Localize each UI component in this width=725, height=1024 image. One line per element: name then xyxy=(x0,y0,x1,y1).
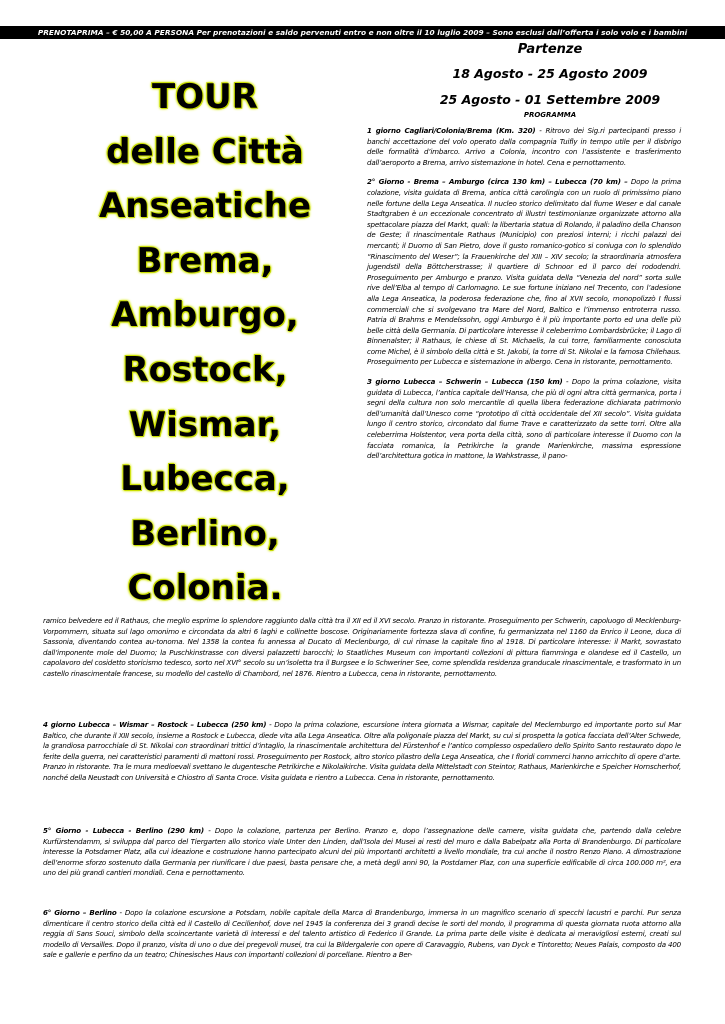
day-2-paragraph xyxy=(367,177,681,368)
tour-title-line: Wismar, xyxy=(128,404,282,445)
day-3-continuation: ramico belvedere ed il Rathaus, che meglio esprime lo splendore raggiunto dalla città tra il XII ed il XVI secolo. Pranzo in ristorante. Proseguimento per Schwerin, capoluogo di Mecklenburg-Vorpommern, situata sul lago omonimo e circondata da altri 6 laghi e collinette boscose. Originariamente fortezza slava di confine, fu germanizzata nel 1160 da Enrico il Leone, duca di Sassonia, diventando contea au-tonoma. Nel 1358 la contea fu annessa al Ducato di Meclenburgo, di cui rimase la capitale fino al 1918. Di particolare interesse: il Markt, sovrastato dall’imponente mole del Duomo; la Puschkinstrasse con diversi palazzetti barocchi; lo Staatliches Museum con importanti collezioni di pittura fiamminga e olandese ed il Castello, un capolavoro del cosidetto storicismo tedesco, sorto nel XVI° secolo su un’isoletta tra il Burgsee e lo Schweriner See, come splendida residenza granducale rinascimentale, e trasformato in un castello rinascimentale francese, su modello del castello di Chambord, nel 1876. Rientro a Lubecca, cena in ristorante, pernottamento. xyxy=(43,616,681,678)
tour-title-line: Amburgo, xyxy=(111,295,299,336)
day-6-text: - Dopo la colazione escursione a Potsdam, nobile capitale della Marca di Brandenburgo, immersa in un magnifico scenario di specchi lacustri e parchi. Pur senza dimenticare il centro storico della città ed il Castello di Cecilienhof, dove nel 1945 la conferenza dei 3 grandi decise le sorti del mondo, il programma di questa giornata ruota attorno alla reggia di Sans Souci, simbolo della scoincertante varietà di interessi e del talento artistico di Federico il Grande. La prima parte delle visite è dedicata ai meravigliosi esterni, creati sul modello di Versailles. Dopo il pranzo, visita di uno o due dei pregevoli musei, tra cui la Bildergalerie con opere di Caravaggio, Rubens, van Dyck e Tintoretto; Neues Palais, composto da 400 sale e gallerie e perfino da un teatro; Chinesisches Haus con importanti collezioni di porcellane. Rientro a Ber- xyxy=(43,908,681,960)
program-right-column xyxy=(367,126,681,471)
tour-title-line: Brema, xyxy=(136,240,274,281)
day-1-heading: 1 giorno Cagliari/Colonia/Brema (Km. 320) xyxy=(367,126,536,135)
day-4-paragraph xyxy=(43,720,681,784)
tour-title-line: Berlino, xyxy=(130,513,280,554)
tour-title xyxy=(60,70,350,616)
day-3-paragraph xyxy=(367,377,681,462)
day-1-text: - Ritrovo dei Sig.ri partecipanti presso i banchi accettazione del volo operato dalla compagnia Tuifly in tempo utile per il disbrigo delle formalità d’imbarco. Arrivo a Colonia, incontro con l’assistente e trasferimento dall’aeroporto a Brema, arrivo sistemazione in hotel. Cena e pernottamento. xyxy=(367,126,682,167)
day-5-text: - Dopo la colazione, partenza per Berlino. Pranzo e, dopo l’assegnazione delle camere, visita guidata che, partendo dalla celebre Kurfürstendamm, si sviluppa dal parco del Tiergarten allo storico viale Unter den Linden, dall’Isola dei Musei ai resti del muro e dalla Babelpatz alla Porta di Brandenburgo. Di particolare interesse la Potsdamer Platz, alla cui ideazione e costruzione hanno partecipato alcuni dei più importanti architetti a livello mondiale, tra cui anche il nostro Renzo Piano. A dimostrazione dell’enorme sforzo sostenuto dalla Germania per riunificare i due paesi, basta pensare che, a metà degli anni 90, la Postdamer Plaz, con una superficie edificabile di circa 100.000 m², era uno dei più grandi cantieri mondiali. Cena e pernottamento. xyxy=(43,826,681,878)
day-4-heading: 4 giorno Lubecca – Wismar – Rostock – Lubecca (250 km) xyxy=(43,720,267,729)
day-5-heading: 5° Giorno - Lubecca - Berlino (290 km) xyxy=(43,826,204,835)
day-2-heading: 2° Giorno - Brema – Amburgo (circa 130 km) – Lubecca (70 km) – xyxy=(367,177,628,187)
day-3-heading: 3 giorno Lubecca – Schwerin – Lubecca (150 km) xyxy=(367,377,563,387)
tour-title-line: delle Città xyxy=(106,131,304,172)
tour-title-line: Lubecca, xyxy=(120,459,290,500)
tour-title-line: Colonia. xyxy=(127,568,283,609)
day-6-heading: 6° Giorno – Berlino xyxy=(43,908,117,917)
tour-title-line: TOUR xyxy=(152,77,258,117)
departures-title: Partenze xyxy=(517,42,583,57)
tour-title-line: Anseatiche xyxy=(98,186,312,227)
day-6-paragraph xyxy=(43,908,681,961)
offer-banner: PRENOTAPRIMA – € 50,00 A PERSONA Per prenotazioni e saldo pervenuti entro e non oltre il 10 luglio 2009 – Sono esclusi dall’offerta i solo volo e i bambini xyxy=(0,26,725,39)
day-5-paragraph xyxy=(43,826,681,879)
day-4-text: - Dopo la prima colazione, escursione intera giornata a Wismar, capitale del Meclemburgo ed importante porto sul Mar Baltico, che durante il XIII secolo, insieme a Rostock e Lubecca, diede vita alla Lega Anseatica. Oltre alla poligonale piazza del Markt, su cui si prospetta la gotica facciata dell’Alter Schwede, la grandiosa parrocchiale di St. Nikolai con straordinari trittici d’intaglio, la rinascimentale architettura del Fürstenhof e l’antico complesso ospedaliero dello Spirito Santo restaurato dopo le ferite della guerra, nei caratteristici paramenti di mattoni rossi. Proseguimento per Rostock, altro storico pilastro della Lega Anseatica, che I floridi commerci hanno arricchito di opere d’arte. Pranzo in ristorante. Tra le mura medioevali svettano le dugentesche Petrikirche e Nikolaikirche. Visita guidata della Mittelstadt con Steintor, Rathaus, Marienkirche e Speicher Hornscherhof, nonché della Neustadt con Università e Chiostro di Santa Croce. Visita guidata e rientro a Lubecca. Cena in ristorante, pernottamento. xyxy=(43,720,681,782)
departure-date-1: 18 Agosto - 25 Agosto 2009 xyxy=(452,66,648,81)
day-2-text: Dopo la prima colazione, visita guidata di Brema, antica città carolingia con un ruolo di primissimo piano nelle fortune della Lega Anseatica. Il nucleo storico delimitato dal fiume Weser e dal canale Stadtgraben è un eccezionale concentrato di illustri testimonianze organizzate attorno alla spettacolare piazza del Markt, quali: la libertaria statua di Rolando, il paladino della Chanson de Geste; il rinascimentale Rathaus (Municipio) con preziosi interni; i ricchi palazzi dei mercanti; il Duomo di San Pietro, dove il gusto romanico-gotico si coniuga con lo splendido “Rinascimento del Weser”; la Frauenkirche del XIII – XIV secolo; la straordinaria atmosfera jugendstil della Böttcherstrasse; il quartiere di Schnoor ed il parco dei rododendri. Proseguimento per Amburgo e pranzo. Visita guidata della “Venezia del nord” sorta sulle rive dell’Elba al tempo di Carlomagno. Le sue fortune iniziano nel Trecento, con l’adesione alla Lega Anseatica, la poderosa federazione che, fino al XVII secolo, monopolizzò I flussi commerciali che si svolgevano tra Mare del Nord, Baltico e l’immenso entroterra russo. Patria di Brahms e Mendelssohn, oggi Amburgo è il più importante porto ed una delle più belle città della Germania. Di particolare interesse il celeberrimo Lombardsbrücke; il Lago di Binnenalster; il Rathaus, le chiese di St. Michaelis, la cui torre, familiarmente conosciuta come Michel, è il simbolo della città e St. Jakobi, la torre di St. Nikolai e la famosa Chilehaus. Proseguimento per Lubecca e sistemazione in albergo. Cena in ristorante, pernottamento. xyxy=(367,177,681,367)
program-label: PROGRAMMA xyxy=(523,111,577,119)
day-1-paragraph xyxy=(367,126,681,168)
tour-title-line: Rostock, xyxy=(122,349,288,390)
departure-date-2: 25 Agosto - 01 Settembre 2009 xyxy=(439,92,661,107)
day-3-text: - Dopo la prima colazione, visita guidata di Lubecca, l’antica capitale dell’Hansa, che più di ogni altra città germanica, porta i segni della cultura non solo mercantile di quella libera federazione dichiarata patrimonio dell’umanità dall’Unesco come “prototipo di città occidentale del XII secolo”. Visita guidata lungo il centro storico, circondato dal fiume Trave e caratterizzato da sette torri. Oltre alla celeberrima Holstentor, vera porta della città, sono di particolare interesse il Duomo con la facciata romanica, la Petrikirche la grande Marienkirche, massima espressione dell’architettura gotica in mattone, la Wahkstrasse, il pano- xyxy=(367,377,681,461)
